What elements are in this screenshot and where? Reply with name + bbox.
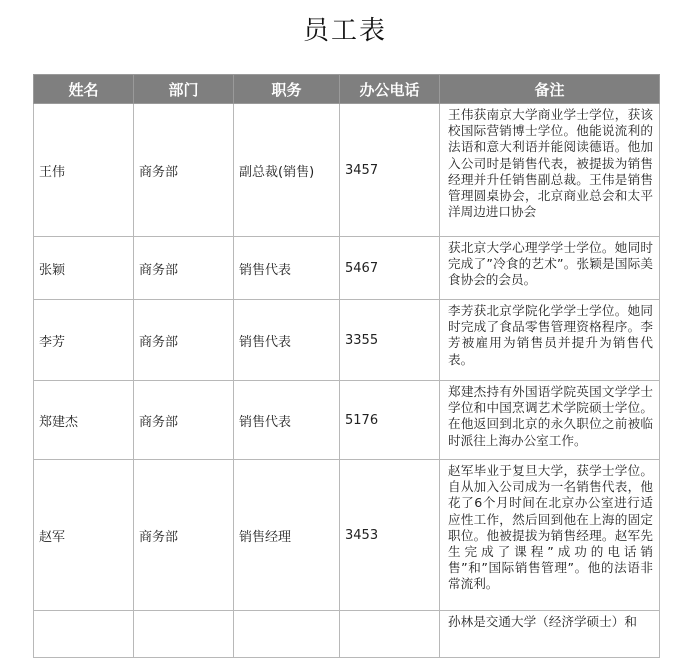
- cell-notes: 王伟获南京大学商业学士学位，获该校国际营销博士学位。他能说流利的法语和意大利语并能阅读德语。他加入公司时是销售代表，被提拔为销售经理并升任销售副总裁。王伟是销售管理圆桌协会，北京商业总会和太平洋周边进口协会: [440, 104, 660, 237]
- table-row: [34, 611, 660, 658]
- cell-department: 商务部: [134, 300, 234, 381]
- cell-phone: 3457: [340, 104, 440, 237]
- column-header-phone[interactable]: 办公电话: [340, 75, 440, 104]
- table-row: [34, 237, 660, 300]
- cell-department: 商务部: [134, 237, 234, 300]
- cell-position: 销售代表: [234, 381, 340, 460]
- cell-name: 张颖: [34, 237, 134, 300]
- cell-phone: 3355: [340, 300, 440, 381]
- cell-name: 李芳: [34, 300, 134, 381]
- cell-notes: 李芳获北京学院化学学士学位。她同时完成了食品零售管理资格程序。李芳被雇用为销售员并提升为销售代表。: [440, 300, 660, 381]
- cell-name: 赵军: [34, 460, 134, 611]
- cell-phone: 5467: [340, 237, 440, 300]
- cell-department: 商务部: [134, 381, 234, 460]
- cell-notes: 获北京大学心理学学士学位。她同时完成了”冷食的艺术”。张颖是国际美食协会的会员。: [440, 237, 660, 300]
- cell-phone: 3453: [340, 460, 440, 611]
- cell-notes: 赵军毕业于复旦大学，获学士学位。自从加入公司成为一名销售代表，他花了6个月时间在北京办公室进行适应性工作，然后回到他在上海的固定职位。他被提拔为销售经理。赵军先生完成了课程”成功的电话销售”和”国际销售管理”。他的法语非常流利。: [440, 460, 660, 611]
- cell-position: 销售经理: [234, 460, 340, 611]
- column-header-department[interactable]: 部门: [134, 75, 234, 104]
- column-header-position[interactable]: 职务: [234, 75, 340, 104]
- table-row: [34, 300, 660, 381]
- cell-position: 副总裁(销售): [234, 104, 340, 237]
- table-row: [34, 104, 660, 237]
- cell-notes: 孙林是交通大学（经济学硕士）和: [440, 611, 660, 658]
- cell-department: [134, 611, 234, 658]
- cell-phone: [340, 611, 440, 658]
- table-header-row: [34, 75, 660, 104]
- cell-position: 销售代表: [234, 300, 340, 381]
- cell-department: 商务部: [134, 104, 234, 237]
- column-header-name[interactable]: 姓名: [34, 75, 134, 104]
- cell-department: 商务部: [134, 460, 234, 611]
- cell-notes: 郑建杰持有外国语学院英国文学学士学位和中国烹调艺术学院硕士学位。在他返回到北京的永久职位之前被临时派往上海办公室工作。: [440, 381, 660, 460]
- cell-position: [234, 611, 340, 658]
- employee-table: [33, 74, 660, 658]
- cell-phone: 5176: [340, 381, 440, 460]
- cell-name: 王伟: [34, 104, 134, 237]
- column-header-notes[interactable]: 备注: [440, 75, 660, 104]
- cell-position: 销售代表: [234, 237, 340, 300]
- cell-name: [34, 611, 134, 658]
- page-title: 员工表: [302, 16, 387, 46]
- table-row: [34, 381, 660, 460]
- table-row: [34, 460, 660, 611]
- cell-name: 郑建杰: [34, 381, 134, 460]
